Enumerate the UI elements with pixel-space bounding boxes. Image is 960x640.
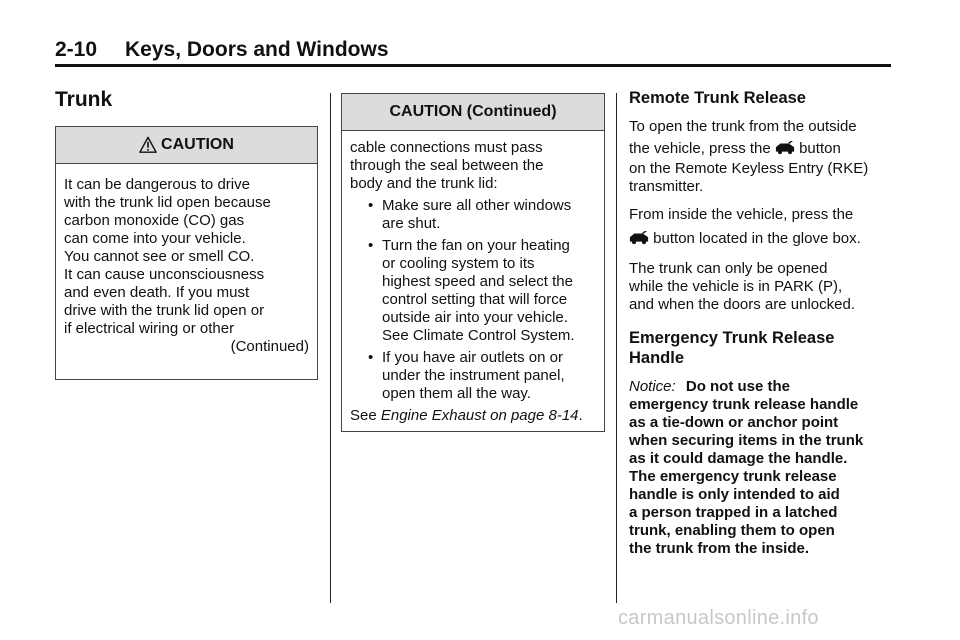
page-number: 2-10 bbox=[55, 38, 98, 61]
caution-line: body and the trunk lid: bbox=[350, 175, 498, 192]
bullet-line: open them all the way. bbox=[382, 385, 531, 402]
caution-line: can come into your vehicle. bbox=[64, 230, 246, 247]
bullet-dot: • bbox=[368, 237, 374, 254]
notice-line: handle is only intended to aid bbox=[629, 486, 840, 503]
bullet-line: control setting that will force bbox=[382, 291, 568, 308]
notice-line: The emergency trunk release bbox=[629, 468, 837, 485]
caution-line: and even death. If you must bbox=[64, 284, 250, 301]
caution-line: with the trunk lid open because bbox=[64, 194, 271, 211]
caution-body bbox=[56, 164, 317, 364]
caution-line: drive with the trunk lid open or bbox=[64, 302, 265, 319]
page-header bbox=[55, 38, 891, 66]
notice-line: the trunk from the inside. bbox=[629, 540, 810, 557]
bullet-line: If you have air outlets on or bbox=[382, 349, 563, 366]
see-prefix: See bbox=[350, 407, 381, 424]
caution-heading-text: CAUTION bbox=[161, 136, 234, 153]
notice-line: as a tie-down or anchor point bbox=[629, 414, 839, 431]
trunk-release-icon bbox=[629, 231, 649, 245]
trunk-release-icon bbox=[775, 141, 795, 155]
bullet-line: or cooling system to its bbox=[382, 255, 535, 272]
caution-continued-heading-text: CAUTION (Continued) bbox=[389, 103, 557, 120]
caution-heading bbox=[56, 127, 317, 164]
body-line-with-icon bbox=[629, 230, 899, 248]
notice-text: Do not use the bbox=[685, 378, 791, 395]
bullet-line: Make sure all other windows bbox=[382, 197, 572, 214]
column-divider-left bbox=[330, 93, 331, 603]
cross-reference-link[interactable]: Engine Exhaust on page 8-14 bbox=[380, 407, 579, 424]
body-text: button located in the glove box. bbox=[653, 230, 861, 247]
bullet-line: See Climate Control System. bbox=[382, 327, 575, 344]
body-line: The trunk can only be opened bbox=[629, 260, 828, 277]
bullet-line: outside air into your vehicle. bbox=[382, 309, 568, 326]
caution-line: It can be dangerous to drive bbox=[64, 176, 250, 193]
watermark: carmanualsonline.info bbox=[618, 607, 819, 629]
notice-label: Notice: bbox=[629, 378, 676, 395]
bullet-item bbox=[366, 237, 596, 345]
bullet-line: are shut. bbox=[382, 215, 441, 232]
column-divider-right bbox=[616, 93, 617, 603]
caution-bullet-list bbox=[350, 197, 596, 403]
notice-line: emergency trunk release handle bbox=[629, 396, 859, 413]
body-text: button bbox=[799, 140, 841, 157]
notice-line: as it could damage the handle. bbox=[629, 450, 848, 467]
body-text: the vehicle, press the bbox=[629, 140, 771, 157]
body-line: and when the doors are unlocked. bbox=[629, 296, 855, 313]
body-line: To open the trunk from the outside bbox=[629, 118, 857, 135]
body-line-with-icon bbox=[629, 140, 899, 158]
caution-line: through the seal between the bbox=[350, 157, 544, 174]
caution-box-continued bbox=[341, 93, 605, 432]
see-suffix: . bbox=[578, 407, 583, 424]
bullet-item bbox=[366, 349, 596, 403]
remote-release-title: Remote Trunk Release bbox=[629, 89, 806, 107]
body-line: while the vehicle is in PARK (P), bbox=[629, 278, 843, 295]
notice-line bbox=[629, 378, 899, 396]
continued-label: (Continued) bbox=[230, 338, 309, 355]
emergency-release-title: Handle bbox=[629, 349, 685, 367]
caution-line: carbon monoxide (CO) gas bbox=[64, 212, 245, 229]
bullet-line: highest speed and select the bbox=[382, 273, 573, 290]
bullet-item bbox=[366, 197, 596, 233]
section-title: Trunk bbox=[55, 88, 113, 111]
caution-line: You cannot see or smell CO. bbox=[64, 248, 255, 265]
bullet-dot: • bbox=[368, 349, 374, 366]
notice-line: trunk, enabling them to open bbox=[629, 522, 835, 539]
caution-continued-body bbox=[342, 131, 604, 433]
emergency-release-title: Emergency Trunk Release bbox=[629, 329, 835, 347]
bullet-dot: • bbox=[368, 197, 374, 214]
warning-triangle-icon bbox=[139, 136, 157, 154]
notice-line: a person trapped in a latched bbox=[629, 504, 838, 521]
right-column bbox=[629, 88, 899, 558]
bullet-line: Turn the fan on your heating bbox=[382, 237, 570, 254]
caution-line: It can cause unconsciousness bbox=[64, 266, 265, 283]
caution-continued-heading bbox=[342, 94, 604, 131]
see-reference bbox=[350, 407, 596, 425]
body-line: on the Remote Keyless Entry (RKE) bbox=[629, 160, 869, 177]
body-line: transmitter. bbox=[629, 178, 704, 195]
notice-line: when securing items in the trunk bbox=[629, 432, 864, 449]
caution-box-left bbox=[55, 126, 318, 380]
chapter-title: Keys, Doors and Windows bbox=[125, 38, 389, 61]
caution-line: if electrical wiring or other bbox=[64, 320, 235, 337]
header-rule bbox=[55, 64, 891, 67]
caution-line: cable connections must pass bbox=[350, 139, 543, 156]
body-line: From inside the vehicle, press the bbox=[629, 206, 854, 223]
bullet-line: under the instrument panel, bbox=[382, 367, 565, 384]
